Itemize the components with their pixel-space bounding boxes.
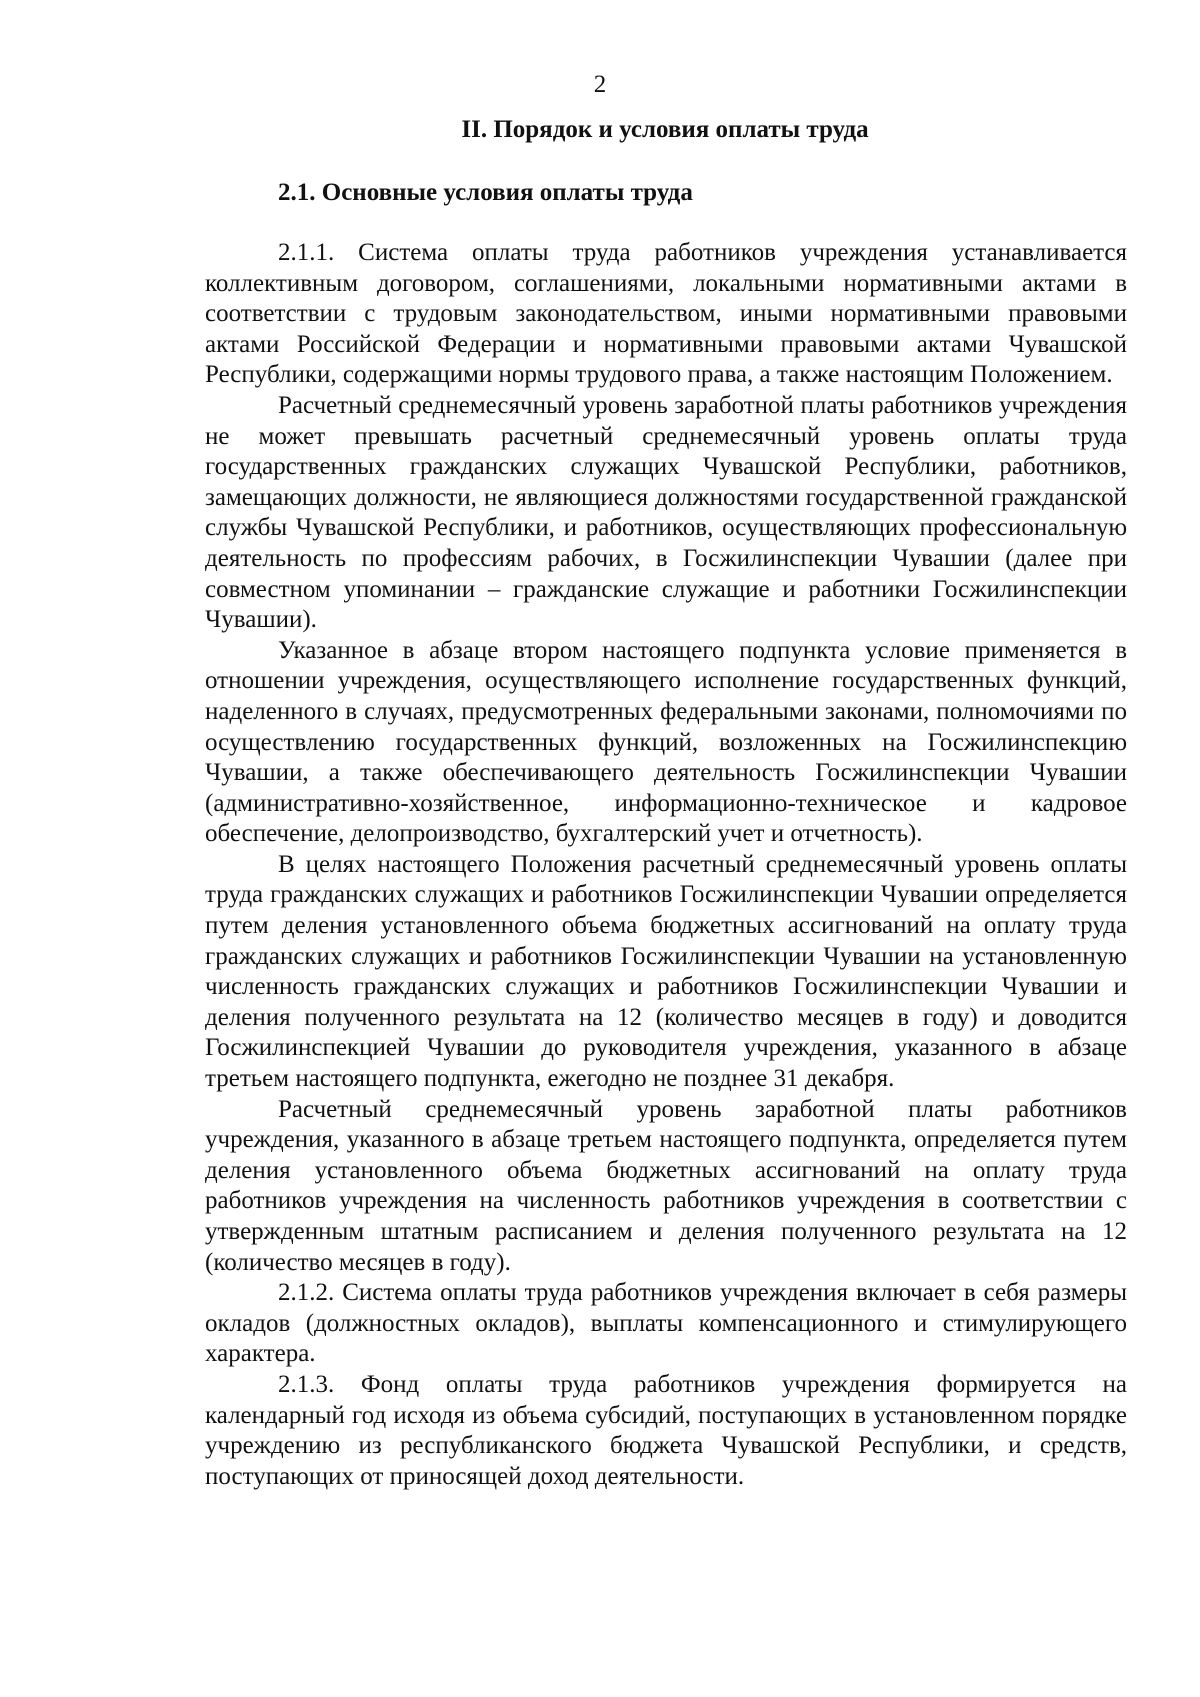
paragraph-2-1-2: 2.1.2. Система оплаты труда работников учреждения включает в себя размеры окладов (должностных окладов), выплаты компенсационного и стимулирующего характера. — [205, 1279, 1127, 1368]
paragraph-calculation-method: В целях настоящего Положения расчетный среднемесячный уровень оплаты труда гражданских служащих и работников Госжилинспекции Чувашии определяется путем деления установленного объема бюджетных ассигнований на оплату труда гражданских служащих и работников Госжилинспекции Чувашии на установленную численность гражданских служащих и работников Госжилинспекции Чувашии и деления полученного результата на 12 (количество месяцев в году) и доводится Госжилинспекцией Чувашии до руководителя учреждения, указанного в абзаце третьем настоящего подпункта, ежегодно не позднее 31 декабря. — [205, 850, 1127, 1093]
paragraph-institution-salary: Расчетный среднемесячный уровень заработной платы работников учреждения, указанного в абзаце третьем настоящего подпункта, определяется путем деления установленного объема бюджетных ассигнований на оплату труда работников учреждения на численность работников учреждения в соответствии с утвержденным штатным расписанием и деления полученного результата на 12 (количество месяцев в году). — [205, 1095, 1127, 1276]
page-number: 2 — [593, 71, 607, 98]
paragraph-2-1-1: 2.1.1. Система оплаты труда работников учреждения устанавливается коллективным договором, соглашениями, локальными нормативными актами в соответствии с трудовым законодательством, иными нормативными правовыми актами Российской Федерации и нормативными правовыми актами Чувашской Республики, содержащими нормы трудового права, а также настоящим Положением. — [205, 239, 1127, 389]
paragraph-condition-scope: Указанное в абзаце втором настоящего подпункта условие применяется в отношении учреждения, осуществляющего исполнение государственных функций, наделенного в случаях, предусмотренных федеральными законами, полномочиями по осуществлению государственных функций, возложенных на Госжилинспекцию Чувашии, а также обеспечивающего деятельность Госжилинспекции Чувашии (административно-хозяйственное, информационно-техническое и кадровое обеспечение, делопроизводство, бухгалтерский учет и отчетность). — [205, 636, 1127, 848]
paragraph-salary-level: Расчетный среднемесячный уровень заработной платы работников учреждения не может превышать расчетный среднемесячный уровень оплаты труда государственных гражданских служащих Чувашской Республики, работников, замещающих должности, не являющиеся должностями государственной гражданской службы Чувашской Республики, и работников, осуществляющих профессиональную деятельность по профессиям рабочих, в Госжилинспекции Чувашии (далее при совместном упоминании – гражданские служащие и работники Госжилинспекции Чувашии). — [205, 391, 1127, 634]
subsection-title: 2.1. Основные условия оплаты труда — [278, 179, 693, 206]
document-body — [205, 238, 1127, 1492]
section-title: II. Порядок и условия оплаты труда — [461, 116, 869, 143]
paragraph-2-1-3: 2.1.3. Фонд оплаты труда работников учреждения формируется на календарный год исходя из объема субсидий, поступающих в установленном порядке учреждению из республиканского бюджета Чувашской Республики, и средств, поступающих от приносящей доход деятельности. — [205, 1370, 1127, 1490]
